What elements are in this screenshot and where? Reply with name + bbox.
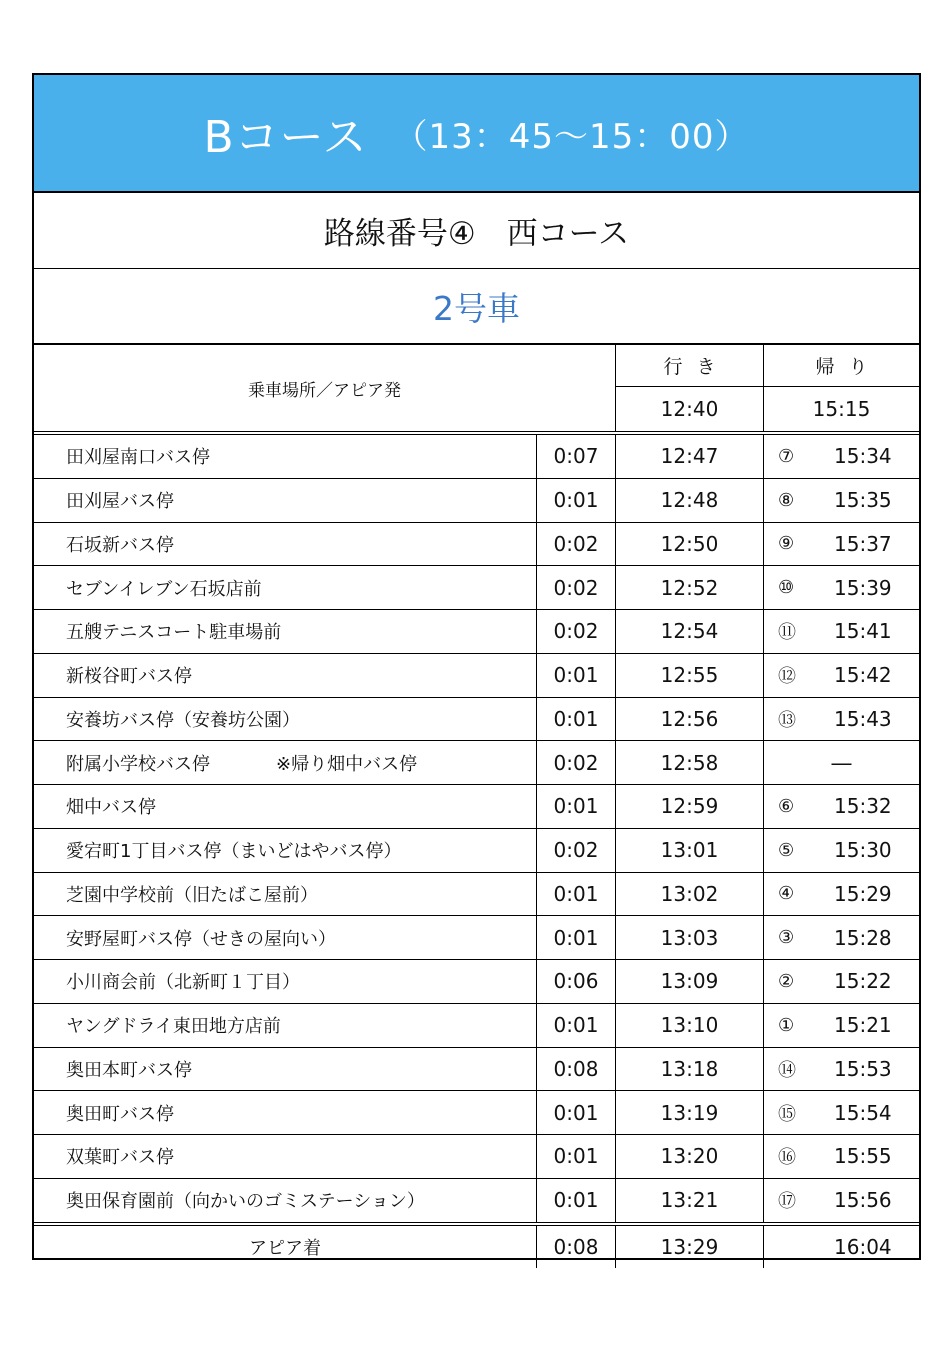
outbound-time: 12:55 [616, 654, 764, 697]
table-row [34, 873, 919, 917]
return-cell [764, 1091, 919, 1134]
stop-duration: 0:02 [537, 523, 616, 566]
course-banner [34, 75, 919, 193]
return-cell [764, 610, 919, 653]
stop-name-cell [34, 873, 537, 916]
return-order-number: ⑮ [778, 1103, 796, 1125]
return-time: 15:55 [834, 1144, 892, 1169]
stop-name-cell [34, 785, 537, 828]
stop-name-cell [34, 1048, 537, 1091]
return-time: 15:53 [834, 1056, 892, 1081]
return-order-number: ② [778, 970, 795, 992]
stop-name: 芝園中学校前（旧たばこ屋前） [66, 884, 318, 906]
stop-name: 石坂新バス停 [66, 534, 174, 556]
return-order-number: ③ [778, 927, 795, 949]
stop-duration: 0:01 [537, 1135, 616, 1178]
return-time: 15:29 [834, 881, 892, 906]
table-row [34, 1004, 919, 1048]
return-order-number: ⑫ [778, 666, 796, 688]
course-title: Bコース [203, 112, 368, 163]
return-order-number: ⑥ [778, 795, 795, 817]
stop-name-cell [34, 698, 537, 741]
return-cell [764, 741, 919, 784]
outbound-time: 13:21 [616, 1179, 764, 1222]
stop-rows [34, 435, 919, 1223]
return-order-number: ⑨ [778, 533, 795, 555]
return-order-number: ⑧ [778, 489, 795, 511]
header-go-time: 12:40 [616, 387, 764, 431]
arrival-back-cell [764, 1226, 919, 1268]
return-time: 15:42 [834, 663, 892, 688]
outbound-time: 12:54 [616, 610, 764, 653]
return-order-number: ⑬ [778, 709, 796, 731]
return-time: 15:30 [834, 838, 892, 863]
stop-name: 双葉町バス停 [66, 1147, 174, 1169]
stop-name-cell [34, 916, 537, 959]
header-back: 帰り [764, 345, 919, 387]
stop-name: 愛宕町1丁目バス停（まいどはやバス停） [66, 841, 402, 863]
return-cell [764, 1179, 919, 1222]
stop-duration: 0:07 [537, 435, 616, 478]
stop-name: ヤングドライ東田地方店前 [66, 1016, 281, 1038]
stop-duration: 0:01 [537, 654, 616, 697]
stop-name-cell [34, 654, 537, 697]
stop-name-cell [34, 1179, 537, 1222]
stop-name-cell [34, 1004, 537, 1047]
route-title: 路線番号④ 西コース [34, 193, 919, 269]
header-place: 乗車場所／アピア発 [34, 345, 616, 431]
stop-duration: 0:01 [537, 873, 616, 916]
table-row [34, 698, 919, 742]
outbound-time: 12:47 [616, 435, 764, 478]
stop-duration: 0:01 [537, 698, 616, 741]
table-row [34, 654, 919, 698]
return-cell [764, 916, 919, 959]
stop-duration: 0:01 [537, 1179, 616, 1222]
return-time: 15:21 [834, 1013, 892, 1038]
table-header [34, 345, 919, 431]
return-time: 15:32 [834, 794, 892, 819]
return-cell [764, 1048, 919, 1091]
outbound-time: 13:02 [616, 873, 764, 916]
return-time: 15:28 [834, 925, 892, 950]
return-time: 15:35 [834, 488, 892, 513]
return-cell [764, 435, 919, 478]
header-back-time: 15:15 [812, 397, 871, 421]
stop-duration: 0:02 [537, 610, 616, 653]
stop-duration: 0:01 [537, 785, 616, 828]
stop-duration: 0:08 [537, 1048, 616, 1091]
stop-name-cell [34, 829, 537, 872]
stop-name: 奥田保育園前（向かいのゴミステーション） [66, 1191, 425, 1213]
table-row [34, 566, 919, 610]
arrival-duration: 0:08 [537, 1226, 616, 1268]
stop-name: 安野屋町バス停（せきの屋向い） [66, 928, 336, 950]
stop-name-cell [34, 741, 537, 784]
outbound-time: 12:52 [616, 566, 764, 609]
stop-name: 奥田本町バス停 [66, 1059, 192, 1081]
outbound-time: 13:20 [616, 1135, 764, 1178]
stop-name-cell [34, 610, 537, 653]
stop-note: ※帰り畑中バス停 [276, 753, 418, 775]
outbound-time: 13:03 [616, 916, 764, 959]
stop-name: 附属小学校バス停 [66, 753, 210, 775]
outbound-time: 13:09 [616, 960, 764, 1003]
stop-name-cell [34, 1091, 537, 1134]
return-time: 15:54 [834, 1100, 892, 1125]
return-time: 15:56 [834, 1188, 892, 1213]
outbound-time: 13:18 [616, 1048, 764, 1091]
stop-name: 奥田町バス停 [66, 1103, 174, 1125]
stop-name: セブンイレブン石坂店前 [66, 578, 262, 600]
return-cell [764, 785, 919, 828]
table-row [34, 610, 919, 654]
stop-name-cell [34, 479, 537, 522]
stop-name: 小川商会前（北新町１丁目） [66, 972, 300, 994]
arrival-row [34, 1226, 919, 1268]
course-time: （13：45〜15：00） [393, 116, 750, 157]
outbound-time: 12:59 [616, 785, 764, 828]
return-cell [764, 566, 919, 609]
return-order-number: ⑦ [778, 445, 795, 467]
timetable-sheet [32, 73, 921, 1260]
return-time: 15:43 [834, 706, 892, 731]
table-row [34, 960, 919, 1004]
return-order-number: ⑩ [778, 577, 795, 599]
table-row [34, 523, 919, 567]
stop-duration: 0:01 [537, 1004, 616, 1047]
outbound-time: 12:48 [616, 479, 764, 522]
return-cell [764, 698, 919, 741]
return-order-number: ⑤ [778, 839, 795, 861]
return-time: 15:37 [834, 531, 892, 556]
stop-duration: 0:01 [537, 916, 616, 959]
return-time: 15:22 [834, 969, 892, 994]
return-time: 15:39 [834, 575, 892, 600]
return-order-number: ④ [778, 883, 795, 905]
stop-duration: 0:02 [537, 566, 616, 609]
table-row [34, 741, 919, 785]
stop-name-cell [34, 523, 537, 566]
table-row [34, 1135, 919, 1179]
return-time: 15:34 [834, 444, 892, 469]
stop-name: 田刈屋南口バス停 [66, 447, 210, 469]
outbound-time: 12:50 [616, 523, 764, 566]
return-time: ― [831, 750, 852, 775]
return-cell [764, 1004, 919, 1047]
stop-duration: 0:01 [537, 479, 616, 522]
stop-name: 畑中バス停 [66, 797, 156, 819]
car-label: 2号車 [34, 269, 919, 345]
stop-name: 新桜谷町バス停 [66, 666, 192, 688]
arrival-name: アピア着 [34, 1226, 537, 1268]
table-row [34, 435, 919, 479]
header-go: 行き [616, 345, 764, 387]
return-order-number: ⑪ [778, 622, 796, 644]
stop-name-cell [34, 435, 537, 478]
return-cell [764, 523, 919, 566]
stop-name-cell [34, 566, 537, 609]
return-order-number: ① [778, 1014, 795, 1036]
return-cell [764, 873, 919, 916]
return-order-number: ⑯ [778, 1147, 796, 1169]
return-cell [764, 829, 919, 872]
outbound-time: 12:56 [616, 698, 764, 741]
outbound-time: 13:10 [616, 1004, 764, 1047]
stop-name: 安養坊バス停（安養坊公園） [66, 709, 300, 731]
table-row [34, 1179, 919, 1223]
table-row [34, 1091, 919, 1135]
stop-duration: 0:02 [537, 741, 616, 784]
stop-duration: 0:02 [537, 829, 616, 872]
return-order-number: ⑭ [778, 1059, 796, 1081]
return-order-number: ⑰ [778, 1191, 796, 1213]
table-row [34, 829, 919, 873]
outbound-time: 12:58 [616, 741, 764, 784]
return-cell [764, 654, 919, 697]
return-time: 15:41 [834, 619, 892, 644]
outbound-time: 13:19 [616, 1091, 764, 1134]
table-row [34, 916, 919, 960]
return-cell [764, 479, 919, 522]
stop-name: 田刈屋バス停 [66, 491, 174, 513]
arrival-back-time: 16:04 [834, 1234, 892, 1259]
return-cell [764, 1135, 919, 1178]
stop-name-cell [34, 960, 537, 1003]
stop-duration: 0:06 [537, 960, 616, 1003]
table-row [34, 479, 919, 523]
outbound-time: 13:01 [616, 829, 764, 872]
stop-duration: 0:01 [537, 1091, 616, 1134]
table-row [34, 1048, 919, 1092]
stop-name-cell [34, 1135, 537, 1178]
arrival-go-time: 13:29 [616, 1226, 764, 1268]
return-cell [764, 960, 919, 1003]
table-row [34, 785, 919, 829]
stop-name: 五艘テニスコート駐車場前 [66, 622, 282, 644]
